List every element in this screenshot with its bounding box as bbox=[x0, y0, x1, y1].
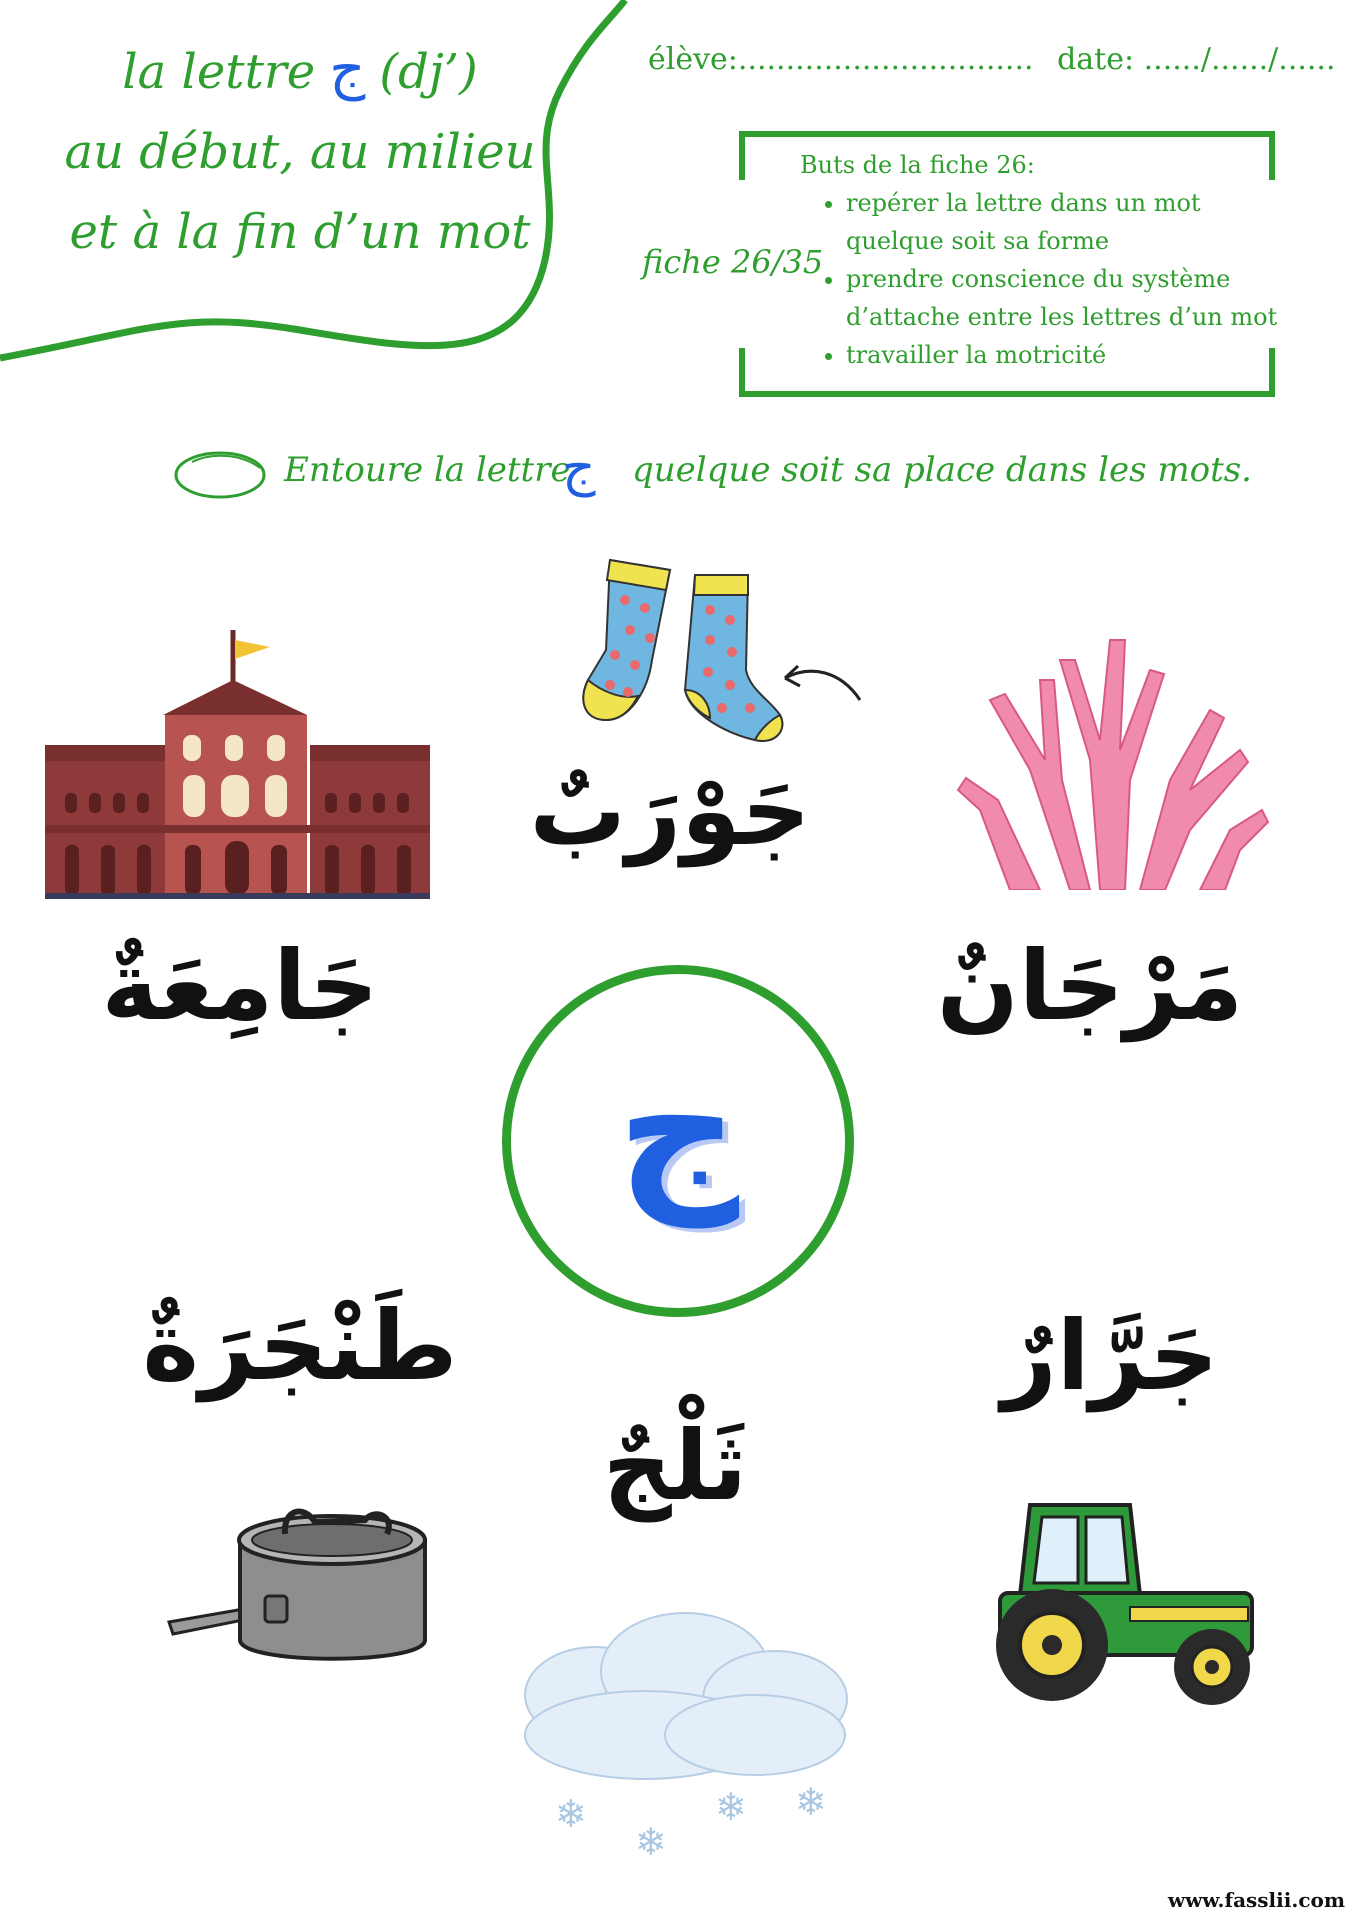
instruction-text-before: Entoure la lettre bbox=[284, 450, 571, 490]
word-snow: ثَلْجٌ bbox=[602, 1410, 748, 1522]
goals-list bbox=[800, 146, 1280, 374]
word-pot: طَنْجَرَةٌ bbox=[142, 1290, 458, 1402]
svg-text:❄: ❄ bbox=[555, 1792, 587, 1836]
footer-website[interactable]: www.fasslii.com bbox=[1167, 1888, 1345, 1912]
coral-illustration bbox=[950, 600, 1270, 890]
student-field[interactable]: élève:............................... bbox=[648, 42, 1034, 77]
center-letter: ج bbox=[616, 1030, 740, 1228]
worksheet-title bbox=[40, 30, 560, 272]
circle-ellipse-icon bbox=[172, 448, 268, 502]
word-tractor: جَرَّارٌ bbox=[1001, 1300, 1219, 1412]
goal-item: • travailler la motricité bbox=[846, 336, 1280, 374]
university-illustration bbox=[45, 625, 430, 905]
svg-text:❄: ❄ bbox=[795, 1780, 827, 1824]
svg-text:❄: ❄ bbox=[635, 1820, 667, 1864]
goals-heading: Buts de la fiche 26: bbox=[800, 151, 1035, 179]
tractor-illustration bbox=[990, 1495, 1270, 1715]
title-line1-pre: la lettre bbox=[122, 44, 316, 100]
word-socks: جَوْرَبٌ bbox=[529, 755, 811, 867]
pot-illustration bbox=[165, 1500, 440, 1680]
instruction-letter: ج bbox=[562, 438, 596, 498]
title-line2: au début, au milieu bbox=[64, 124, 536, 180]
snow-cloud-illustration bbox=[505, 1605, 865, 1865]
word-university: جَامِعَةٌ bbox=[101, 930, 379, 1042]
title-line1-post: (dj’) bbox=[379, 44, 478, 100]
word-coral: مَرْجَانٌ bbox=[936, 930, 1244, 1042]
goal-item: • repérer la lettre dans un mot quelque soit sa forme bbox=[846, 184, 1280, 260]
instruction-line bbox=[172, 438, 1252, 510]
title-letter: ج bbox=[329, 37, 366, 102]
goal-item: • prendre conscience du système d’attache entre les lettres d’un mot bbox=[846, 260, 1280, 336]
svg-text:❄: ❄ bbox=[715, 1785, 747, 1829]
fiche-number: fiche 26/35 bbox=[642, 243, 824, 281]
date-field[interactable]: date: ....../....../...... bbox=[1057, 42, 1336, 77]
title-line3: et à la fin d’un mot bbox=[69, 204, 531, 260]
student-date-line bbox=[648, 42, 1350, 77]
socks-illustration bbox=[570, 540, 870, 760]
instruction-text-after: quelque soit sa place dans les mots. bbox=[632, 450, 1252, 490]
